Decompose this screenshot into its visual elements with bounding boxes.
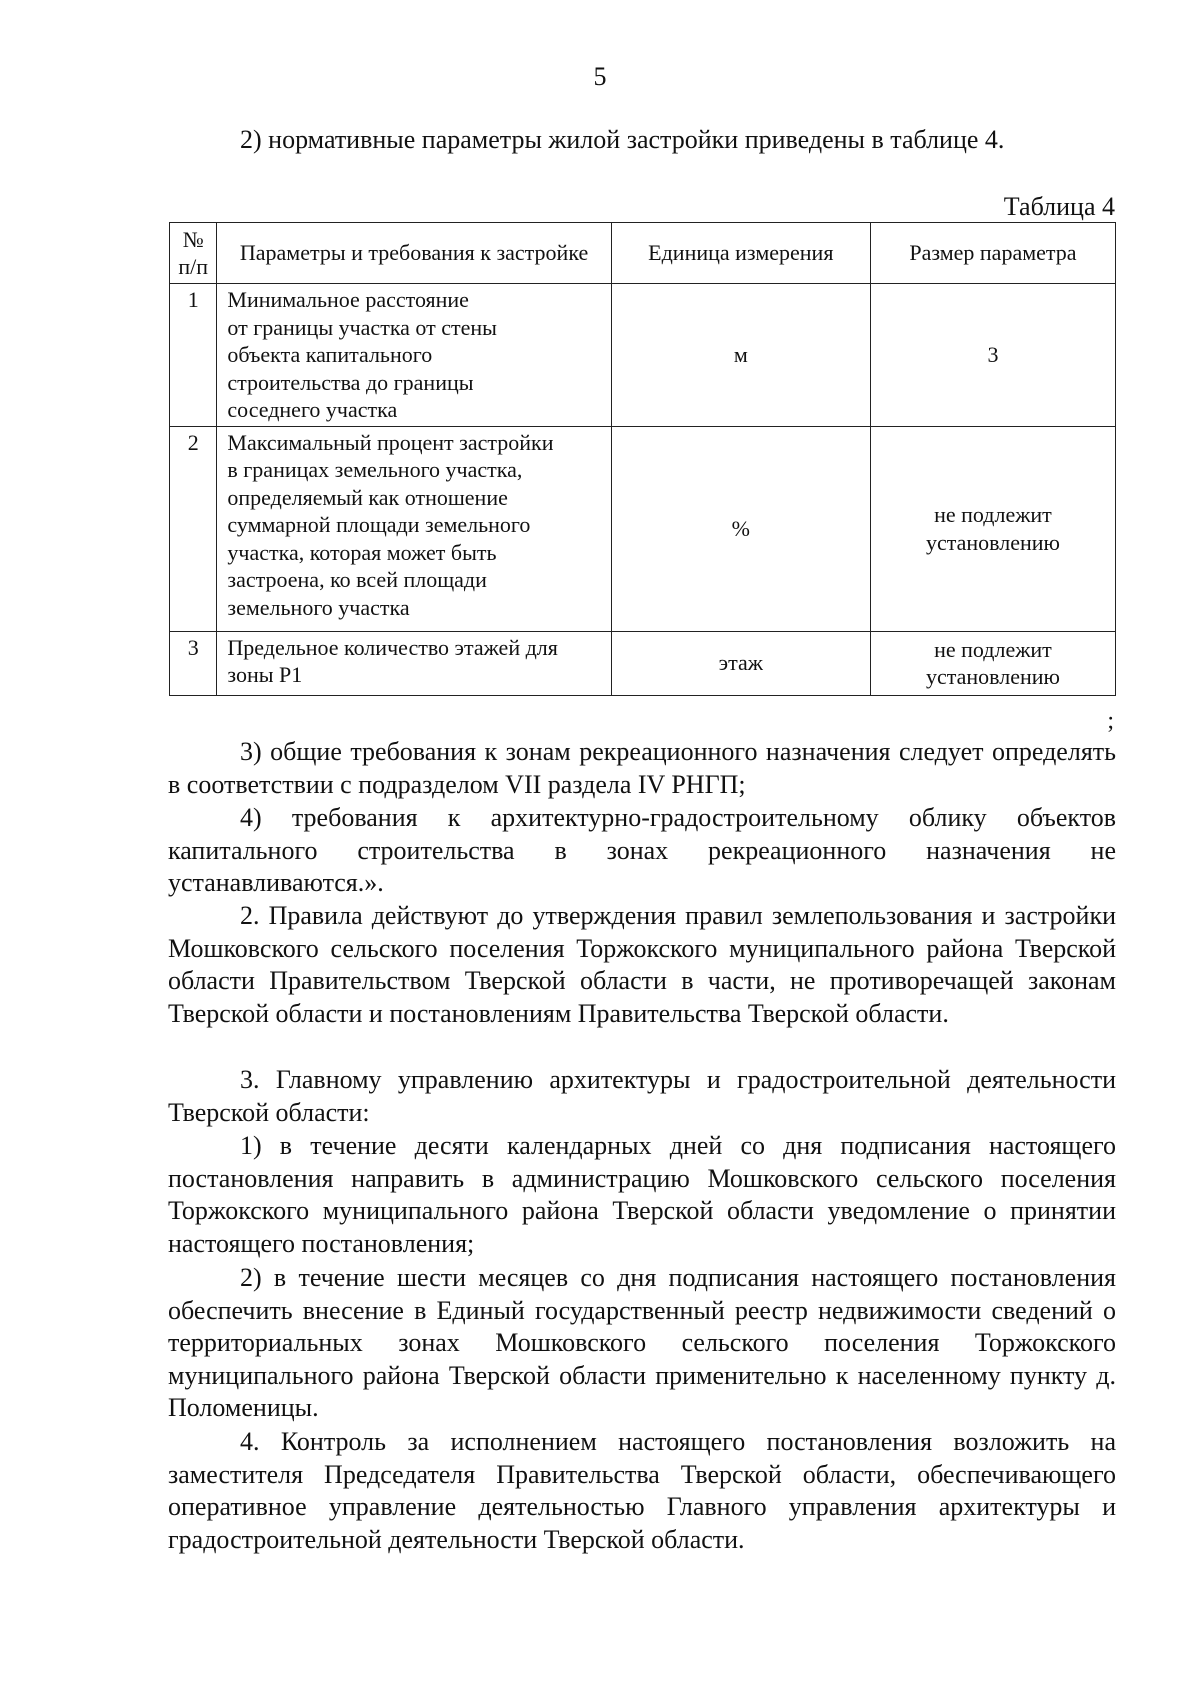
table-row: [170, 284, 1116, 427]
param-line: строительства до границы: [227, 369, 474, 395]
table-row: [170, 631, 1116, 695]
row-value: [870, 426, 1115, 631]
row-number: 2: [170, 426, 217, 631]
paragraph-registry: 2) в течение шести месяцев со дня подписания настоящего постановления обеспечить внесение в Единый государственный реестр недвижимости сведений о территориальных зонах Мошковского сельского поселения Торжокского муниципального района Тверской области применительно к населенному пункту д. Поломеницы.: [168, 1263, 1116, 1423]
table-header-row: [170, 223, 1116, 284]
paragraph-control: 4. Контроль за исполнением настоящего постановления возложить на заместителя Председателя Правительства Тверской области, обеспечивающего оперативное управление деятельностью Главного управления архитектуры и градостроительной деятельности Тверской области.: [168, 1427, 1116, 1554]
row-number: 3: [170, 631, 217, 695]
param-line: суммарной площади земельного: [227, 512, 531, 537]
value-line: 3: [987, 342, 999, 367]
param-line: от границы участка от стены: [227, 314, 497, 340]
row-value: [870, 631, 1115, 695]
table-end-semicolon: ;: [1107, 708, 1114, 734]
param-line: застроена, ко всей площади: [227, 567, 487, 592]
row-parameter: [217, 631, 611, 695]
paragraph-4-architecture-requirements: 4) требования к архитектурно-градостроительному облику объектов капитального строительства в зонах рекреационного назначения не устанавливаются.».: [168, 803, 1116, 898]
header-parameter: Параметры и требования к застройке: [217, 223, 611, 284]
row-parameter: [217, 426, 611, 631]
value-line: установлению: [925, 664, 1060, 689]
param-line: участка, которая может быть: [227, 539, 497, 565]
paragraph-notification: 1) в течение десяти календарных дней со дня подписания настоящего постановления направить в администрацию Мошковского сельского поселения Торжокского муниципального района Тверской области уведомление о принятии настоящего постановления;: [168, 1131, 1116, 1258]
intro-paragraph: 2) нормативные параметры жилой застройки приведены в таблице 4.: [240, 125, 1005, 154]
param-line: зоны Р1: [227, 662, 303, 687]
header-number: № п/п: [170, 223, 217, 284]
table-row: [170, 426, 1116, 631]
page-number: 5: [593, 62, 607, 91]
param-line: Предельное количество этажей для: [227, 634, 558, 660]
parameters-table: [169, 222, 1116, 696]
param-line: Максимальный процент застройки: [227, 429, 554, 455]
param-line: объекта капитального: [227, 342, 433, 367]
value-line: установлению: [925, 529, 1060, 555]
paragraph-3-general-requirements: 3) общие требования к зонам рекреационного назначения следует определять в соответствии с подразделом VII раздела IV РНГП;: [168, 737, 1116, 799]
header-value: Размер параметра: [870, 223, 1115, 284]
param-line: соседнего участка: [227, 397, 398, 422]
row-unit: м: [611, 284, 870, 427]
value-line: не подлежит: [934, 502, 1052, 527]
row-number: 1: [170, 284, 217, 427]
row-unit: этаж: [611, 631, 870, 695]
value-line: не подлежит: [934, 636, 1052, 662]
row-parameter: [217, 284, 611, 427]
header-unit: Единица измерения: [611, 223, 870, 284]
param-line: в границах земельного участка,: [227, 457, 523, 482]
paragraph-rules-validity: 2. Правила действуют до утверждения правил землепользования и застройки Мошковского сельского поселения Торжокского муниципального района Тверской области Правительством Тверской области в части, не противоречащей законам Тверской области и постановлениям Правительства Тверской области.: [168, 901, 1116, 1028]
row-unit: %: [611, 426, 870, 631]
param-line: Минимальное расстояние: [227, 287, 469, 312]
paragraph-main-directorate: 3. Главному управлению архитектуры и градостроительной деятельности Тверской области:: [168, 1065, 1116, 1127]
param-line: земельного участка: [227, 594, 410, 620]
table-caption: Таблица 4: [1003, 192, 1115, 221]
param-line: определяемый как отношение: [227, 484, 508, 510]
row-value: [870, 284, 1115, 427]
